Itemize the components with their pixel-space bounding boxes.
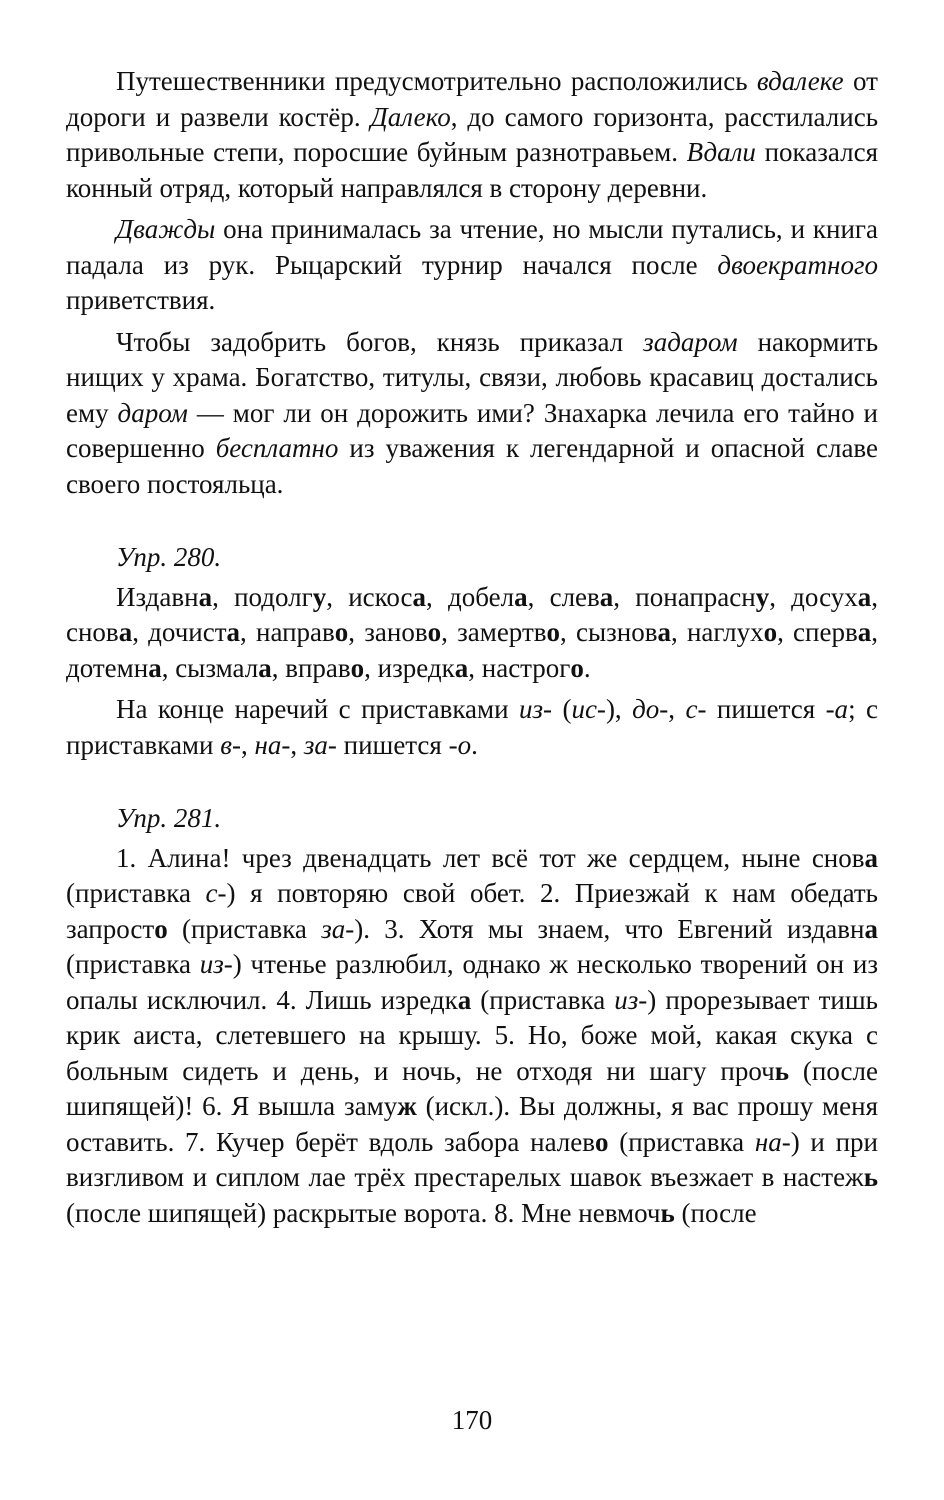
text-run: — мог ли он дорожить ими? Знахарка лечила его тайно и совершенно [66,397,878,463]
text-run: ). 3. Хотя мы знаем, что Евгений издавн [354,913,865,944]
italic-word: с- [205,878,227,908]
paragraph-travelers [66,64,878,206]
text-run: Путешественники предусмотрительно расположились [116,66,757,96]
bold-ending: а [599,581,614,612]
text-run: (после [674,1197,757,1228]
text-run: ), [605,694,633,724]
text-run: ( [552,694,572,724]
text-run: . [583,652,591,683]
bold-ending: а [857,581,872,612]
text-run: Издавн [116,581,199,612]
bold-ending: о [763,617,778,647]
text-run: ) прорезывает тишь крик аиста, слетевшего на крышу. 5. Но, боже мой, какая скука с больным сидеть и день, и ночь, не отходя ни шагу проч [66,984,878,1086]
text-run: , снов [66,581,878,647]
text-run: (после шипящей)! 6. Я вышла заму [66,1055,878,1121]
bold-ending: а [657,617,671,647]
bold-ending: ь [863,1162,878,1192]
bold-ending: а [118,617,133,647]
paragraph-twice [66,212,878,319]
text-run: , замертв [441,617,547,647]
text-run: 1. Алина! чрез двенадцать лет всё тот же сердцем, ныне снов [116,842,865,873]
italic-word: бесплатно [215,433,339,463]
bold-ending: ь [660,1197,675,1228]
italic-word: Дважды [116,214,216,244]
text-run: показался конный отряд, который направлялся в сторону деревни. [66,137,878,203]
bold-ending: о [595,1126,609,1157]
bold-ending: о [427,617,442,647]
bold-ending: о [154,913,168,944]
text-run: Чтобы задобрить богов, князь приказал [116,326,644,357]
text-run: пишется [706,694,826,724]
italic-word: задаром [643,326,738,357]
text-run: , [290,729,304,760]
text-run: , [240,729,255,760]
italic-word: в- [220,729,241,760]
italic-word: вдалеке [756,66,844,96]
bold-ending: а [857,617,872,647]
italic-word: -о [448,729,472,760]
text-run: , наглух [670,617,764,647]
bold-ending: ь [774,1055,790,1086]
text-run: , слев [527,581,600,612]
italic-word: до- [632,694,669,724]
italic-word: с- [685,694,707,724]
text-run: пишется [336,729,449,760]
bold-ending: а [514,581,528,612]
text-run: ) и при визгливом и сиплом лае трёх престарелых шавок въезжает в настеж [66,1126,878,1192]
text-run: накормить нищих у храма. Богатство, титулы, связи, любовь красавиц достались ему [66,326,879,428]
bold-ending: у [312,581,327,612]
exercise-281-sentences [66,841,878,1232]
text-run: , сызмал [161,652,259,683]
italic-word: даром [117,397,188,428]
text-run: . [471,729,478,760]
page-body [66,64,878,1231]
text-run: , [668,694,686,724]
text-run: ; с приставками [66,694,878,760]
text-run: , искос [326,581,413,612]
italic-word: на- [754,1126,791,1157]
text-run: , сызнов [560,617,658,647]
text-run: она принималась за чтение, но мысли путались, и книга падала из рук. Рыцарский турнир начался после [66,214,878,280]
text-run: , вправ [271,652,351,683]
text-run: , до самого горизонта, расстилались привольные степи, поросшие буйным разнотравьем. [66,101,879,167]
bold-ending: а [226,617,241,647]
text-run: , изредк [364,652,455,683]
text-run: Упр. 280. [116,542,222,572]
bold-ending: у [755,581,770,612]
italic-word: ис- [571,694,606,724]
text-run: , досух [769,581,858,612]
text-run: приветствия. [66,285,216,315]
italic-word: за- [321,913,355,944]
bold-ending: а [864,913,878,944]
text-run: , настрог [468,652,571,683]
bold-ending: а [148,652,162,683]
italic-word: Вдали [686,137,756,167]
text-run: Упр. 281. [116,803,222,833]
italic-word: из- [614,984,648,1015]
bold-ending: о [570,652,584,683]
text-run: , дочист [132,617,227,647]
text-run: из уважения к легендарной и опасной славе своего постояльца. [66,433,879,499]
bold-ending: а [258,652,272,683]
bold-ending: о [334,617,349,647]
text-run: (приставка [471,984,615,1015]
text-run: (приставка [608,1126,755,1157]
text-run: (приставка [167,913,322,944]
exercise-280-heading [116,540,878,576]
text-run: , направ [240,617,335,647]
text-run: На конце наречий с приставками [116,694,519,724]
text-run: от дороги и развели костёр. [66,66,878,132]
italic-word: за- [303,729,337,760]
exercise-280-rule [66,692,878,763]
bold-ending: ж [397,1091,417,1121]
italic-word: двоекратного [717,249,878,280]
text-run: , понапрасн [613,581,756,612]
bold-ending: а [457,984,472,1015]
exercise-281-heading [116,801,878,837]
italic-word: на- [254,729,291,760]
text-run: ) я повторяю свой обет. 2. Приезжай к нам обедать запрост [66,878,878,944]
text-run: (приставка [66,878,206,908]
italic-word: из- [199,949,233,979]
italic-word: из- [518,694,553,724]
bold-ending: а [198,581,213,612]
italic-word: -а [825,694,849,724]
text-run: (приставка [66,949,200,979]
bold-ending: о [350,652,365,683]
page-number: 170 [451,1405,493,1435]
bold-ending: а [454,652,469,683]
bold-ending: о [546,617,561,647]
text-run: , сперв [777,617,858,647]
bold-ending: а [864,842,878,873]
text-run: , подолг [212,581,313,612]
text-run: , занов [348,617,428,647]
text-run: , добел [426,581,515,612]
paragraph-prince [66,325,878,503]
exercise-280-adverbs [66,580,878,687]
bold-ending: а [412,581,427,612]
text-run: ) чтенье разлюбил, однако ж несколько творений он из опалы исключил. 4. Лишь изредк [66,949,878,1015]
text-run: (искл.). Вы должны, я вас прошу меня оставить. 7. Кучер берёт вдоль забора налев [66,1091,878,1157]
italic-word: Далеко [370,101,451,132]
text-run: (после шипящей) раскрытые ворота. 8. Мне невмоч [66,1197,661,1228]
text-run: , дотемн [66,617,878,683]
